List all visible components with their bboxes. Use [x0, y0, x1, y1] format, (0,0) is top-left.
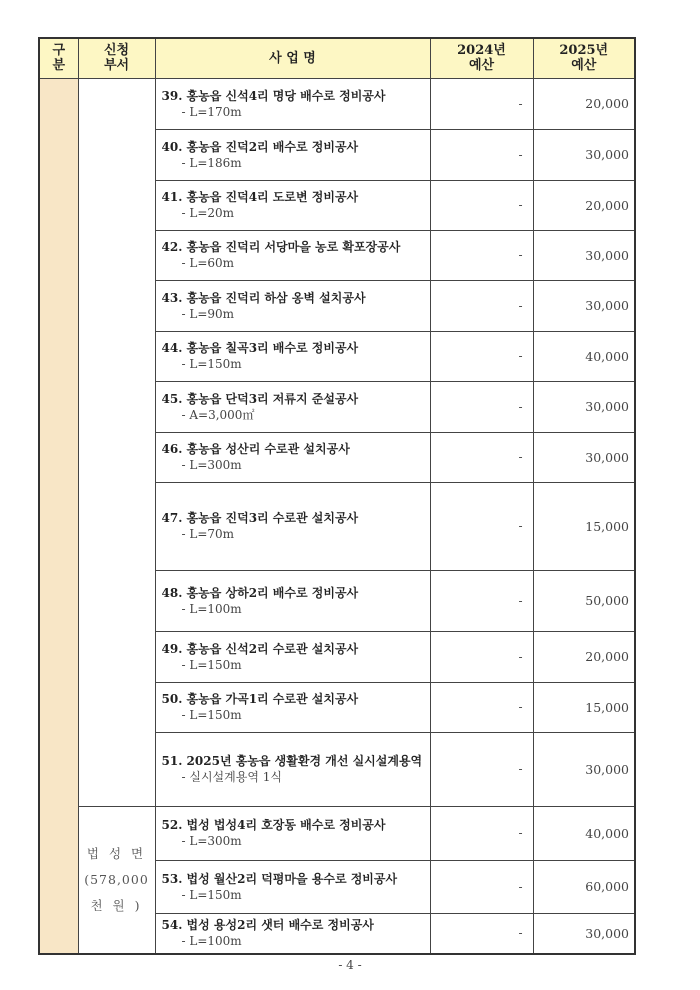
- budget-2025: 20,000: [533, 180, 635, 230]
- project-title: 42. 홍농읍 진덕리 서당마을 농로 확포장공사: [161, 240, 401, 254]
- page-number: - 4 -: [338, 958, 362, 972]
- budget-2025: 30,000: [533, 230, 635, 280]
- budget-2025: 30,000: [533, 381, 635, 432]
- project-title: 54. 법성 용성2리 샛터 배수로 정비공사: [161, 918, 374, 933]
- project-title: 39. 홍농읍 신석4리 명당 배수로 정비공사: [161, 88, 386, 103]
- project-title: 51. 2025년 홍농읍 생활환경 개선 실시설계용역: [161, 754, 423, 768]
- budget-2024: -: [430, 631, 533, 682]
- project-name-cell: [155, 913, 430, 954]
- project-name-cell: [155, 129, 430, 180]
- budget-2024: -: [430, 682, 533, 732]
- project-detail: - L=100m: [181, 601, 242, 616]
- project-detail: - L=70m: [181, 527, 235, 541]
- project-name-cell: [155, 860, 430, 913]
- budget-2025: 40,000: [533, 331, 635, 381]
- project-title: 47. 홍농읍 진덕3리 수로관 설치공사: [161, 511, 359, 525]
- project-detail: - L=100m: [181, 934, 242, 949]
- project-title: 40. 홍농읍 진덕2리 배수로 정비공사: [161, 139, 359, 154]
- project-name-cell: [155, 78, 430, 129]
- project-title: 41. 홍농읍 진덕4리 도로변 정비공사: [161, 190, 359, 204]
- project-title: 49. 홍농읍 신석2리 수로관 설치공사: [161, 641, 359, 656]
- project-title: 50. 홍농읍 가곡1리 수로관 설치공사: [161, 692, 359, 706]
- project-name-cell: [155, 230, 430, 280]
- budget-2024: -: [430, 860, 533, 913]
- project-name-cell: [155, 280, 430, 331]
- budget-2025: 20,000: [533, 78, 635, 129]
- budget-2024: -: [430, 280, 533, 331]
- budget-2024: -: [430, 230, 533, 280]
- budget-2025: 50,000: [533, 570, 635, 631]
- header-row: [39, 38, 635, 78]
- budget-2024: -: [430, 732, 533, 806]
- budget-2024: -: [430, 381, 533, 432]
- budget-2024: -: [430, 432, 533, 482]
- header-dept: 신청 부서: [78, 38, 155, 78]
- project-detail: - L=150m: [181, 357, 242, 371]
- budget-2024: -: [430, 913, 533, 954]
- budget-2024: -: [430, 806, 533, 860]
- dept-name: 법 성 면: [86, 845, 147, 861]
- project-title: 45. 홍농읍 단덕3리 저류지 준설공사: [161, 391, 359, 406]
- project-title: 48. 홍농읍 상하2리 배수로 정비공사: [161, 585, 359, 600]
- project-title: 43. 홍농읍 진덕리 하삼 옹벽 설치공사: [161, 290, 366, 305]
- project-name-cell: [155, 331, 430, 381]
- budget-2024: -: [430, 482, 533, 570]
- project-title: 44. 홍농읍 칠곡3리 배수로 정비공사: [161, 341, 359, 355]
- project-detail: - L=90m: [181, 306, 235, 321]
- project-detail: - L=150m: [181, 708, 242, 722]
- project-detail: - L=60m: [181, 256, 235, 270]
- project-detail: - L=20m: [181, 206, 235, 220]
- budget-2025: 40,000: [533, 806, 635, 860]
- project-name-cell: [155, 570, 430, 631]
- budget-2024: -: [430, 78, 533, 129]
- dept-cell-beopseong: [78, 806, 155, 954]
- dept-cell-hongnong: [78, 78, 155, 806]
- project-name-cell: [155, 631, 430, 682]
- budget-2025: 30,000: [533, 432, 635, 482]
- header-budget-2024: 2024년 예산: [430, 38, 533, 78]
- dept-unit: 천 원 ): [90, 897, 143, 913]
- budget-2024: -: [430, 570, 533, 631]
- table-row: [39, 78, 635, 129]
- budget-2025: 60,000: [533, 860, 635, 913]
- project-title: 46. 홍농읍 성산리 수로관 설치공사: [161, 442, 350, 456]
- project-name-cell: [155, 180, 430, 230]
- dept-budget: (578,000: [84, 871, 149, 887]
- project-detail: - L=300m: [181, 834, 242, 848]
- header-gubun: 구 분: [39, 38, 78, 78]
- table-row: [39, 806, 635, 860]
- gubun-cell: [39, 78, 78, 954]
- project-name-cell: [155, 381, 430, 432]
- project-detail: - 실시설계용역 1식: [181, 770, 282, 784]
- budget-2025: 15,000: [533, 482, 635, 570]
- project-detail: - L=186m: [181, 155, 242, 170]
- project-name-cell: [155, 432, 430, 482]
- budget-2025: 30,000: [533, 129, 635, 180]
- project-title: 52. 법성 법성4리 호장동 배수로 정비공사: [161, 818, 386, 832]
- project-name-cell: [155, 732, 430, 806]
- budget-2025: 20,000: [533, 631, 635, 682]
- project-title: 53. 법성 월산2리 덕평마을 용수로 정비공사: [161, 871, 398, 886]
- budget-table: [38, 37, 636, 955]
- project-name-cell: [155, 682, 430, 732]
- header-budget-2025: 2025년 예산: [533, 38, 635, 78]
- budget-2025: 15,000: [533, 682, 635, 732]
- budget-2025: 30,000: [533, 913, 635, 954]
- budget-2024: -: [430, 129, 533, 180]
- project-name-cell: [155, 482, 430, 570]
- budget-2025: 30,000: [533, 732, 635, 806]
- project-detail: - L=150m: [181, 657, 242, 672]
- project-detail: - L=300m: [181, 458, 242, 472]
- header-project-name: 사 업 명: [155, 38, 430, 78]
- budget-2024: -: [430, 331, 533, 381]
- project-detail: - L=150m: [181, 887, 242, 902]
- project-name-cell: [155, 806, 430, 860]
- budget-2024: -: [430, 180, 533, 230]
- project-detail: - L=170m: [181, 104, 242, 119]
- budget-2025: 30,000: [533, 280, 635, 331]
- project-detail: - A=3,000㎡: [181, 407, 255, 422]
